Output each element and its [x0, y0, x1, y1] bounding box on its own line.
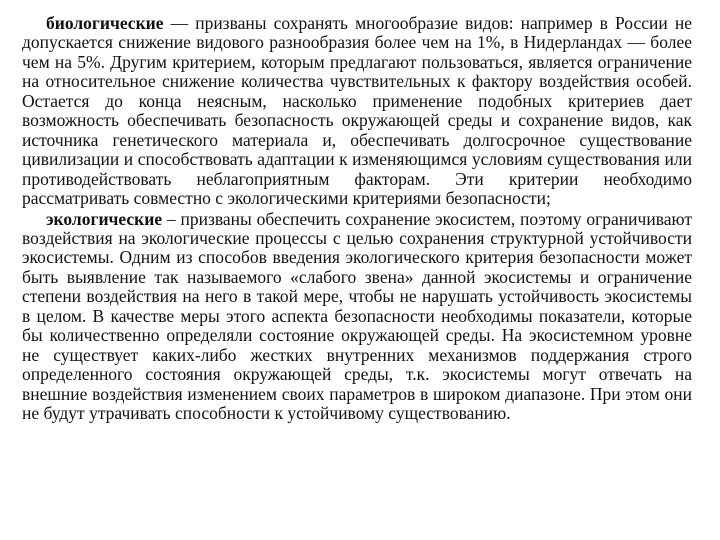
paragraph-text: — призваны сохранять многообразие видов: например в России не допускается снижение видового разнообразия более чем на 1%, в Нидерландах — более чем на 5%. Другим критерием, которым предлагают пользоваться, является ограничение на относительное снижение количества чувствительных к фактору воздействия особей. Остается до конца неясным, насколько применение подобных критериев дает возможность обеспечивать безопасность окружающей среды и сохранение видов, как источника генетического материала и, обеспечивать долгосрочное существование цивилизации и способствовать адаптации к изменяющимся условиям существования или противодействовать неблагоприятным факторам. Эти критерии необходимо рассматривать совместно с экологическими критериями безопасности; [22, 13, 692, 209]
paragraph-text: – призваны обеспечить сохранение экосистем, поэтому ограничивают воздействия на экологические процессы с целью сохранения структурной устойчивости экосистемы. Одним из способов введения экологического критерия безопасности может быть выявление так называемого «слабого звена» данной экосистемы и ограничение степени воздействия на него в такой мере, чтобы не нарушать устойчивость экосистемы в целом. В качестве меры этого аспекта безопасности необходимы показатели, которые бы количественно определяли состояние окружающей среды. На экосистемном уровне не существует каких-либо жестких внутренних механизмов поддержания строго определенного состояния окружающей среды, т.к. экосистемы могут отвечать на внешние воздействия изменением своих параметров в широком диапазоне. При этом они не будут утрачивать способности к устойчивому существованию. [22, 208, 692, 424]
term-ecological: экологические [46, 208, 163, 229]
term-biological: биологические [46, 13, 164, 33]
paragraph-ecological-criteria [22, 210, 692, 424]
paragraph-biological-criteria [22, 14, 692, 209]
